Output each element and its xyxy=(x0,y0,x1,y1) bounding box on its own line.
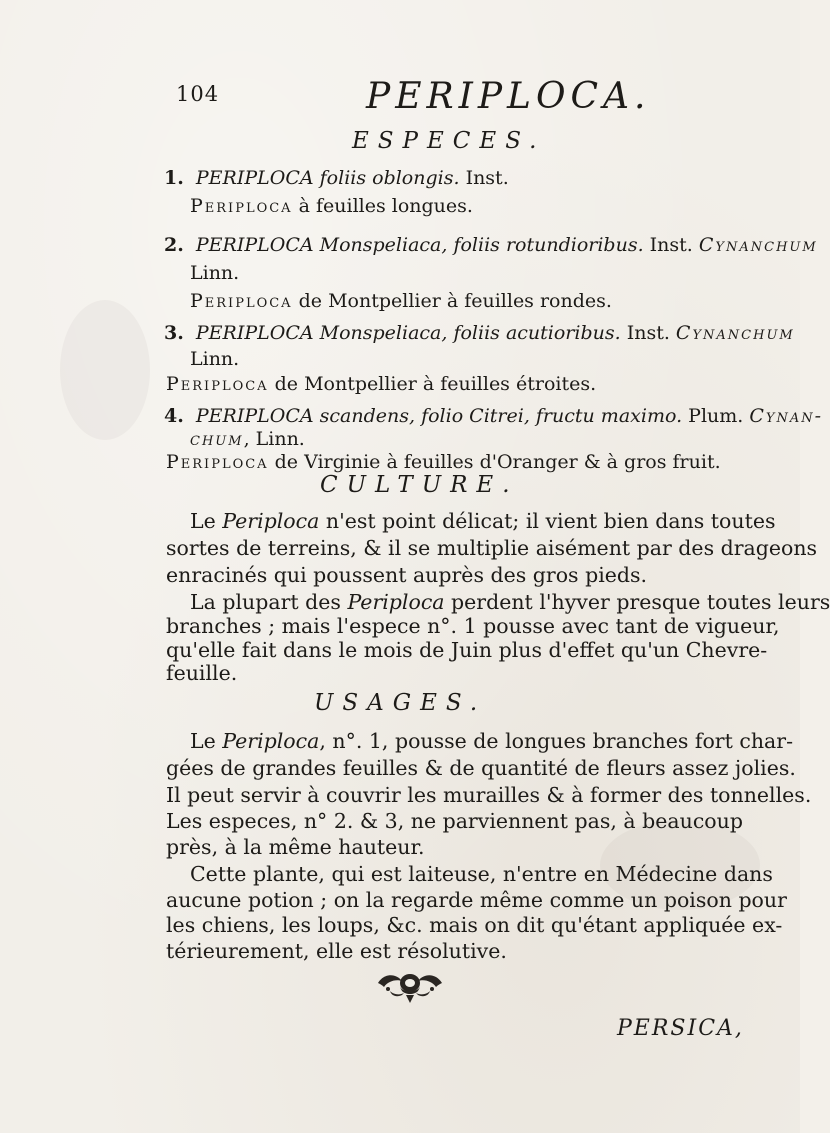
text: Les especes, n° 2. & 3, ne parviennent pas, à beaucoup xyxy=(166,809,743,833)
authority: , Linn. xyxy=(243,428,305,450)
species-entry-4-authority xyxy=(190,428,305,450)
text: Cette plante, qui est laiteuse, n'entre en Médecine dans xyxy=(190,862,773,886)
paper-stain xyxy=(60,300,150,440)
species-entry-2-latin xyxy=(164,234,818,256)
text: gées de grandes feuilles & de quantité de fleurs assez jolies. xyxy=(166,756,796,780)
french-description: à feuilles longues. xyxy=(292,195,473,217)
usages-line xyxy=(166,756,796,780)
text: , n°. 1, pousse de longues branches fort char- xyxy=(319,729,793,753)
section-heading-especes: ESPECES. xyxy=(352,128,546,154)
usages-line xyxy=(190,862,773,886)
page-number: 104 xyxy=(176,82,220,106)
latin-description: foliis oblongis. xyxy=(319,167,460,189)
latin-genus: PERIPLOCA xyxy=(195,234,314,256)
italic-genus: Periploca xyxy=(222,729,320,753)
usages-line xyxy=(166,783,811,807)
text: perdent l'hyver presque toutes leurs xyxy=(444,590,830,614)
culture-line xyxy=(190,509,775,533)
text: les chiens, les loups, &c. mais on dit qu'étant appliquée ex- xyxy=(166,913,783,937)
latin-genus: PERIPLOCA xyxy=(195,167,314,189)
usages-line xyxy=(190,729,793,753)
culture-line xyxy=(190,590,830,614)
french-genus: Periploca xyxy=(166,373,269,395)
french-genus: Periploca xyxy=(190,195,293,217)
text: Le xyxy=(190,729,223,753)
text: n'est point délicat; il vient bien dans toutes xyxy=(319,509,776,533)
species-entry-1-latin xyxy=(164,167,509,189)
culture-line xyxy=(166,563,647,587)
authority: Inst. xyxy=(465,167,509,189)
italic-genus: Periploca xyxy=(347,590,445,614)
catchword: PERSICA, xyxy=(617,1016,744,1041)
french-description: de Montpellier à feuilles étroites. xyxy=(268,373,597,395)
running-title: PERIPLOCA. xyxy=(366,76,651,117)
text: enracinés qui poussent auprès des gros pieds. xyxy=(166,563,648,587)
species-entry-1-french xyxy=(190,195,473,217)
french-genus: Periploca xyxy=(190,290,293,312)
fleuron-vignette-icon xyxy=(370,967,450,1007)
text: térieurement, elle est résolutive. xyxy=(166,939,507,963)
usages-line xyxy=(166,835,425,859)
french-genus: Periploca xyxy=(166,451,269,473)
text: Il peut servir à couvrir les murailles & à former des tonnelles. xyxy=(166,783,812,807)
entry-number: 3. xyxy=(164,322,184,344)
cross-reference-genus: Cynanchum xyxy=(698,234,818,256)
cross-reference-genus: Cynan- xyxy=(749,405,824,427)
usages-line xyxy=(166,809,743,833)
text: qu'elle fait dans le mois de Juin plus d'effet qu'un Chevre- xyxy=(166,638,768,662)
text: sortes de terreins, & il se multiplie aisément par des drageons xyxy=(166,536,818,560)
authority: Inst. xyxy=(649,234,693,256)
species-entry-4-latin xyxy=(164,405,823,427)
entry-number: 1. xyxy=(164,167,184,189)
latin-description: Monspeliaca, foliis rotundioribus. xyxy=(319,234,644,256)
text: aucune potion ; on la regarde même comme un poison pour xyxy=(166,888,787,912)
culture-line xyxy=(166,614,780,638)
text: feuille. xyxy=(166,661,238,685)
section-heading-culture: CULTURE. xyxy=(320,472,519,498)
text: près, à la même hauteur. xyxy=(166,835,425,859)
species-entry-3-french xyxy=(166,373,596,395)
authority: Inst. xyxy=(626,322,670,344)
italic-genus: Periploca xyxy=(222,509,320,533)
latin-genus: PERIPLOCA xyxy=(195,322,314,344)
species-entry-4-french xyxy=(166,451,721,473)
authority: Plum. xyxy=(688,405,744,427)
usages-line xyxy=(166,888,787,912)
text: La plupart des xyxy=(190,590,348,614)
french-description: de Virginie à feuilles d'Oranger & à gros fruit. xyxy=(268,451,721,473)
usages-line xyxy=(166,913,782,937)
text: Le xyxy=(190,509,223,533)
usages-line xyxy=(166,939,507,963)
cross-reference-genus-continued: chum xyxy=(190,428,244,450)
culture-line xyxy=(166,661,237,685)
text: branches ; mais l'espece n°. 1 pousse avec tant de vigueur, xyxy=(166,614,780,638)
species-entry-2-french xyxy=(190,290,612,312)
species-entry-3-latin xyxy=(164,322,795,344)
french-description: de Montpellier à feuilles rondes. xyxy=(292,290,612,312)
species-entry-3-authority: Linn. xyxy=(190,348,240,370)
culture-line xyxy=(166,536,817,560)
latin-description: Monspeliaca, foliis acutioribus. xyxy=(319,322,621,344)
section-heading-usages: USAGES. xyxy=(314,690,487,716)
entry-number: 2. xyxy=(164,234,184,256)
cross-reference-genus: Cynanchum xyxy=(675,322,795,344)
culture-line xyxy=(166,638,767,662)
latin-genus: PERIPLOCA xyxy=(195,405,314,427)
species-entry-2-authority: Linn. xyxy=(190,262,240,284)
latin-description: scandens, folio Citrei, fructu maximo. xyxy=(319,405,683,427)
entry-number: 4. xyxy=(164,405,184,427)
